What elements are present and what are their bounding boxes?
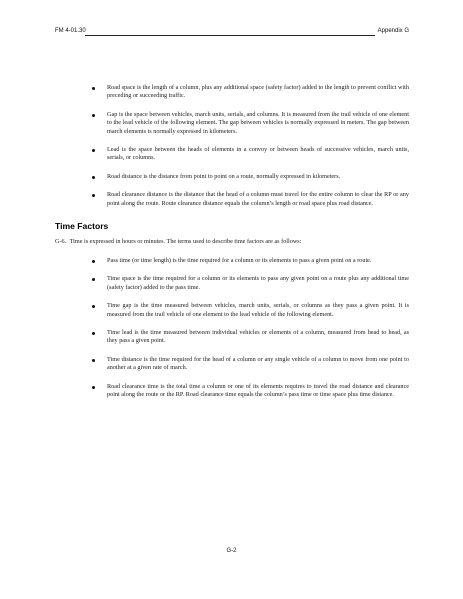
bullet-text: Time space is the time required for a column or its elements to pass any given point on a route plus any additional time (safety factor) added to the pass time. — [107, 275, 409, 291]
bullet-icon — [92, 176, 95, 179]
bullet-item — [55, 146, 409, 163]
bullet-text: Time gap is the time measured between vehicles, march units, serials, or columns as they pass a given point. It is measured from the trail vehicle of one element to the lead vehicle of the following element. — [107, 302, 409, 318]
bullet-text: Road distance is the distance from point to point on a route, normally expressed in kilometers. — [107, 172, 341, 180]
bullet-item — [55, 329, 409, 346]
bullet-item — [55, 111, 409, 136]
paragraph-number: G-6. — [55, 238, 67, 246]
bullet-item — [55, 356, 409, 373]
header-appendix: Appendix G — [377, 28, 409, 34]
bullet-item — [55, 302, 409, 319]
bullet-icon — [92, 305, 95, 308]
page-number: G-2 — [226, 548, 237, 554]
intro-paragraph — [55, 238, 409, 246]
bullet-text: Gap is the space between vehicles, march units, serials, and columns. It is measured from the trail vehicle of one element to the lead vehicle of the following element. The gap between vehicles is normally expressed in meters. The gap between march elements is normally expressed in kilometers. — [107, 110, 409, 135]
bullet-icon — [92, 359, 95, 362]
bullet-icon — [92, 332, 95, 335]
header-rule — [85, 35, 375, 36]
paragraph-text: Time is expressed in hours or minutes. The terms used to describe time factors are as follows: — [69, 238, 302, 246]
bullet-text: Pass time (or time length) is the time required for a column or its elements to pass a given point on a route. — [107, 256, 372, 264]
bullet-icon — [92, 114, 95, 117]
running-header — [55, 28, 409, 38]
bullet-icon — [92, 149, 95, 152]
bullet-icon — [92, 194, 95, 197]
bullet-item — [55, 84, 409, 101]
bullet-text: Road clearance distance is the distance that the head of a column must travel for the entire column to clear the RP or any point along the route. Route clearance distance equals the column’s length or road space plus road distance. — [107, 191, 409, 207]
bullet-text: Road clearance time is the total time a column or one of its elements requires to travel the road distance and clearance point along the route or the RP. Road clearance time equals the column’s pass time or time space plus time distance. — [107, 382, 409, 398]
bullet-icon — [92, 386, 95, 389]
bullet-icon — [92, 278, 95, 281]
bullet-text: Time lead is the time measured between individual vehicles or elements of a column, measured from head to head, as they pass a given point. — [107, 328, 409, 345]
bullet-item — [55, 383, 409, 400]
bullet-text: Road space is the length of a column, plus any additional space (safety factor) added to the length to prevent conflict with preceding or succeeding traffic. — [107, 84, 409, 100]
bullet-item — [55, 173, 409, 181]
header-manual-number: FM 4-01.30 — [55, 28, 86, 34]
page-body — [55, 84, 409, 409]
bullet-text: Time distance is the time required for the head of a column or any single vehicle of a column to move from one point to another at a given rate of march. — [107, 355, 409, 372]
section-heading: Time Factors — [55, 221, 109, 232]
bullet-icon — [92, 87, 95, 90]
bullet-item — [55, 257, 409, 265]
bullet-item — [55, 275, 409, 292]
bullet-item — [55, 191, 409, 208]
bullet-icon — [92, 260, 95, 263]
bullet-text: Lead is the space between the heads of elements in a convoy or between heads of successive vehicles, march units, serials, or columns. — [107, 146, 409, 162]
